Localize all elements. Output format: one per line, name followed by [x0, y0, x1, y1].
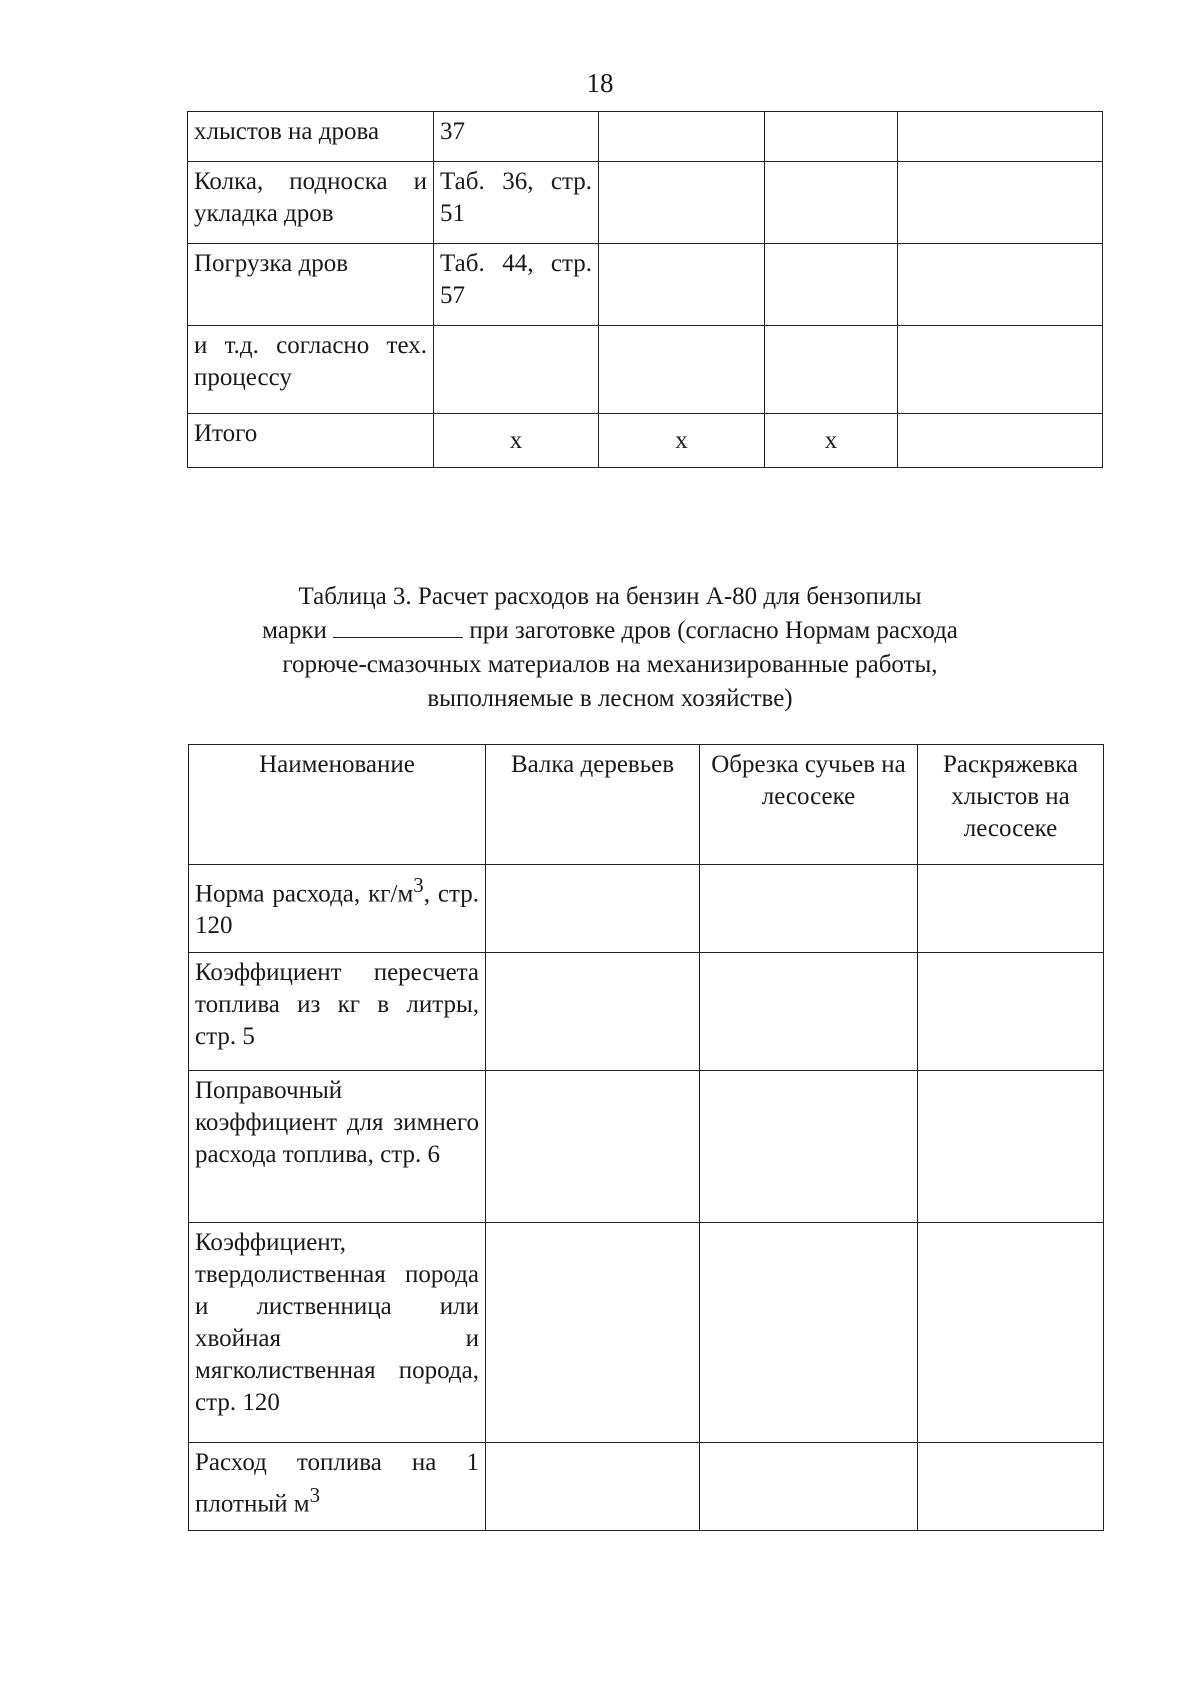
- cell-name: хлыстов на дрова: [188, 112, 434, 162]
- cell-empty: [700, 1443, 918, 1531]
- cell-x: х: [765, 414, 898, 468]
- cell-empty: [765, 162, 898, 244]
- page-number: 18: [586, 68, 614, 98]
- table-row: [189, 953, 1104, 1071]
- caption-line: [200, 614, 1020, 648]
- table-row: [188, 112, 1103, 162]
- cell-empty: [700, 953, 918, 1071]
- row-label: [189, 1071, 486, 1223]
- cell-empty: [486, 1223, 700, 1443]
- cell-empty: [486, 1443, 700, 1531]
- table-caption: [200, 580, 1020, 716]
- table-row: [188, 326, 1103, 414]
- cell-name: Погрузка дров: [188, 244, 434, 326]
- cell-empty: [898, 326, 1103, 414]
- superscript: 3: [309, 1483, 320, 1507]
- cell-empty: [898, 244, 1103, 326]
- cell-name: Колка, подноска и укладка дров: [188, 162, 434, 244]
- superscript: 3: [413, 873, 424, 897]
- cell-ref: Таб. 44, стр. 57: [434, 244, 599, 326]
- cell-empty: [898, 162, 1103, 244]
- cell-ref: 37: [434, 112, 599, 162]
- table-row-total: [188, 414, 1103, 468]
- label-text: Расход топлива на 1 плотный м: [195, 1449, 479, 1518]
- cell-empty: [765, 112, 898, 162]
- cell-empty: [486, 1071, 700, 1223]
- cell-empty: [700, 1071, 918, 1223]
- cell-empty: [918, 953, 1104, 1071]
- cell-empty: [765, 244, 898, 326]
- cell-total-label: Итого: [188, 414, 434, 468]
- cell-empty: [599, 326, 765, 414]
- cell-x: х: [434, 414, 599, 468]
- cell-empty: [918, 1071, 1104, 1223]
- brand-blank-line: [333, 615, 463, 638]
- header-cell: Раскряжевка хлыстов на лесосеке: [918, 745, 1104, 865]
- cell-ref: [434, 326, 599, 414]
- cell-empty: [599, 244, 765, 326]
- table-row: [188, 244, 1103, 326]
- label-text: Норма расхода, кг/м: [195, 880, 414, 908]
- row-label: [189, 1443, 486, 1531]
- caption-text: марки: [262, 617, 327, 644]
- table-row: [189, 1443, 1104, 1531]
- petrol-calculation-table: [188, 744, 1104, 1531]
- row-label: [189, 1223, 486, 1443]
- cell-empty: [486, 953, 700, 1071]
- row-label: [189, 953, 486, 1071]
- caption-text: при заготовке дров (согласно Нормам расхода: [469, 617, 958, 644]
- cell-empty: [898, 112, 1103, 162]
- table-header-row: [189, 745, 1104, 865]
- table-row: [189, 1071, 1104, 1223]
- label-text: Поправочный коэффициент для зимнего расхода топлива, стр. 6: [195, 1077, 479, 1168]
- header-cell: Обрезка сучьев на лесосеке: [700, 745, 918, 865]
- cell-empty: [898, 414, 1103, 468]
- cell-x: х: [599, 414, 765, 468]
- cell-empty: [918, 1223, 1104, 1443]
- cell-empty: [918, 865, 1104, 953]
- table-row: [189, 865, 1104, 953]
- cell-empty: [599, 162, 765, 244]
- cell-empty: [486, 865, 700, 953]
- caption-line: горюче-смазочных материалов на механизированные работы,: [282, 651, 938, 678]
- cell-empty: [700, 865, 918, 953]
- caption-line: Таблица 3. Расчет расходов на бензин А-80 для бензопилы: [298, 583, 922, 610]
- label-text: , стр. 120: [195, 880, 479, 940]
- cell-empty: [918, 1443, 1104, 1531]
- row-label: [189, 865, 486, 953]
- cell-name: и т.д. согласно тех. процессу: [188, 326, 434, 414]
- header-cell: Наименование: [189, 745, 486, 865]
- table-row: [188, 162, 1103, 244]
- label-text: Коэффициент пересчета топлива из кг в литры, стр. 5: [195, 959, 479, 1050]
- label-text: Коэффициент, твердолиственная порода и лиственница или хвойная и мягколиственная порода, стр. 120: [195, 1229, 479, 1416]
- cell-empty: [599, 112, 765, 162]
- caption-line: выполняемые в лесном хозяйстве): [427, 685, 793, 712]
- cell-empty: [765, 326, 898, 414]
- fuel-work-table-continued: [187, 111, 1103, 468]
- table-row: [189, 1223, 1104, 1443]
- cell-ref: Таб. 36, стр. 51: [434, 162, 599, 244]
- header-cell: Валка деревьев: [486, 745, 700, 865]
- cell-empty: [700, 1223, 918, 1443]
